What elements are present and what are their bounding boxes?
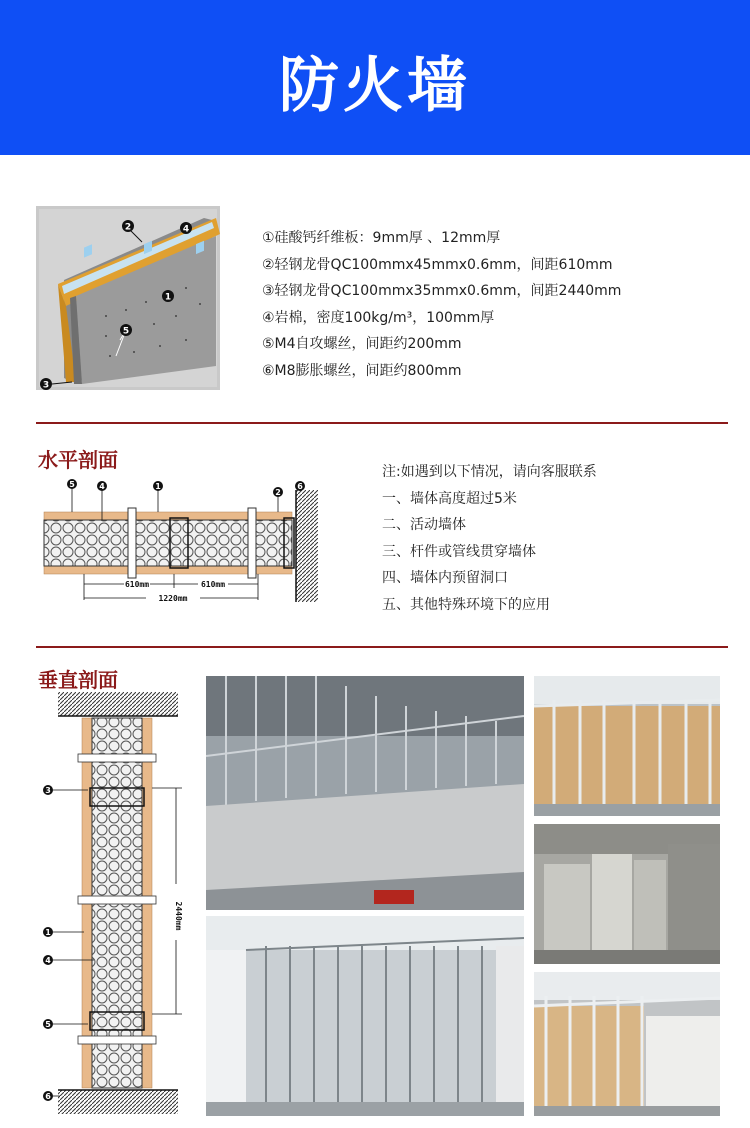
h-marker-2: 2 — [275, 488, 281, 497]
notes-list — [382, 459, 597, 619]
diagram-marker-5: 5 — [122, 326, 130, 337]
v-dim-2440: 2440mm — [174, 901, 183, 931]
h-marker-5: 5 — [69, 480, 75, 489]
v-marker-4: 4 — [45, 956, 51, 965]
h-marker-1: 1 — [155, 482, 161, 491]
v-marker-5: 5 — [45, 1020, 51, 1029]
photo-construction-5 — [534, 972, 720, 1116]
spec-list — [262, 225, 621, 385]
note-item-5: 五、其他特殊环境下的应用 — [382, 596, 550, 613]
photo-construction-4 — [206, 916, 524, 1116]
spec-item-3: ③轻钢龙骨QC100mmx35mmx0.6mm，间距2440mm — [262, 283, 622, 300]
note-item-2: 二、活动墙体 — [382, 517, 466, 534]
v-marker-6: 6 — [45, 1092, 51, 1101]
v-marker-3: 3 — [45, 786, 51, 795]
horizontal-section-title: 水平剖面 — [38, 448, 118, 472]
spec-item-4: ④岩棉，密度100kg/m³，100mm厚 — [262, 309, 495, 326]
vertical-section-title: 垂直剖面 — [38, 668, 118, 692]
h-dim-610-a: 610mm — [124, 580, 150, 589]
h-marker-4: 4 — [99, 482, 105, 491]
spec-item-6: ⑥M8膨胀螺丝，间距约800mm — [262, 362, 462, 379]
section-divider-2 — [36, 646, 728, 648]
h-dim-1220: 1220mm — [158, 594, 188, 603]
note-item-1: 一、墙体高度超过5米 — [382, 490, 517, 507]
wall-3d-drawing — [36, 206, 220, 390]
title-banner — [0, 0, 750, 155]
note-item-3: 三、杆件或管线贯穿墙体 — [382, 543, 536, 560]
horizontal-section-diagram — [38, 474, 328, 608]
note-item-4: 四、墙体内预留洞口 — [382, 570, 508, 587]
page-title: 防火墙 — [279, 51, 471, 121]
note-header: 注:如遇到以下情况，请向客服联系 — [382, 464, 597, 480]
section-divider-1 — [36, 422, 728, 424]
spec-item-5: ⑤M4自攻螺丝，间距约200mm — [262, 336, 462, 353]
photo-construction-3 — [534, 824, 720, 964]
diagram-marker-2: 2 — [124, 222, 132, 233]
h-dim-610-b: 610mm — [200, 580, 226, 589]
v-marker-1: 1 — [45, 928, 51, 937]
wall-3d-diagram — [36, 206, 220, 390]
photo-construction-1 — [206, 676, 524, 910]
h-marker-6: 6 — [297, 482, 303, 491]
diagram-marker-4: 4 — [182, 224, 190, 235]
diagram-marker-3: 3 — [42, 380, 50, 390]
diagram-marker-1: 1 — [164, 292, 172, 303]
photo-construction-2 — [534, 676, 720, 816]
spec-item-2: ②轻钢龙骨QC100mmx45mmx0.6mm，间距610mm — [262, 256, 613, 273]
vertical-section-diagram — [36, 692, 196, 1116]
spec-item-1: ①硅酸钙纤维板：9mm厚 、12mm厚 — [262, 230, 501, 246]
